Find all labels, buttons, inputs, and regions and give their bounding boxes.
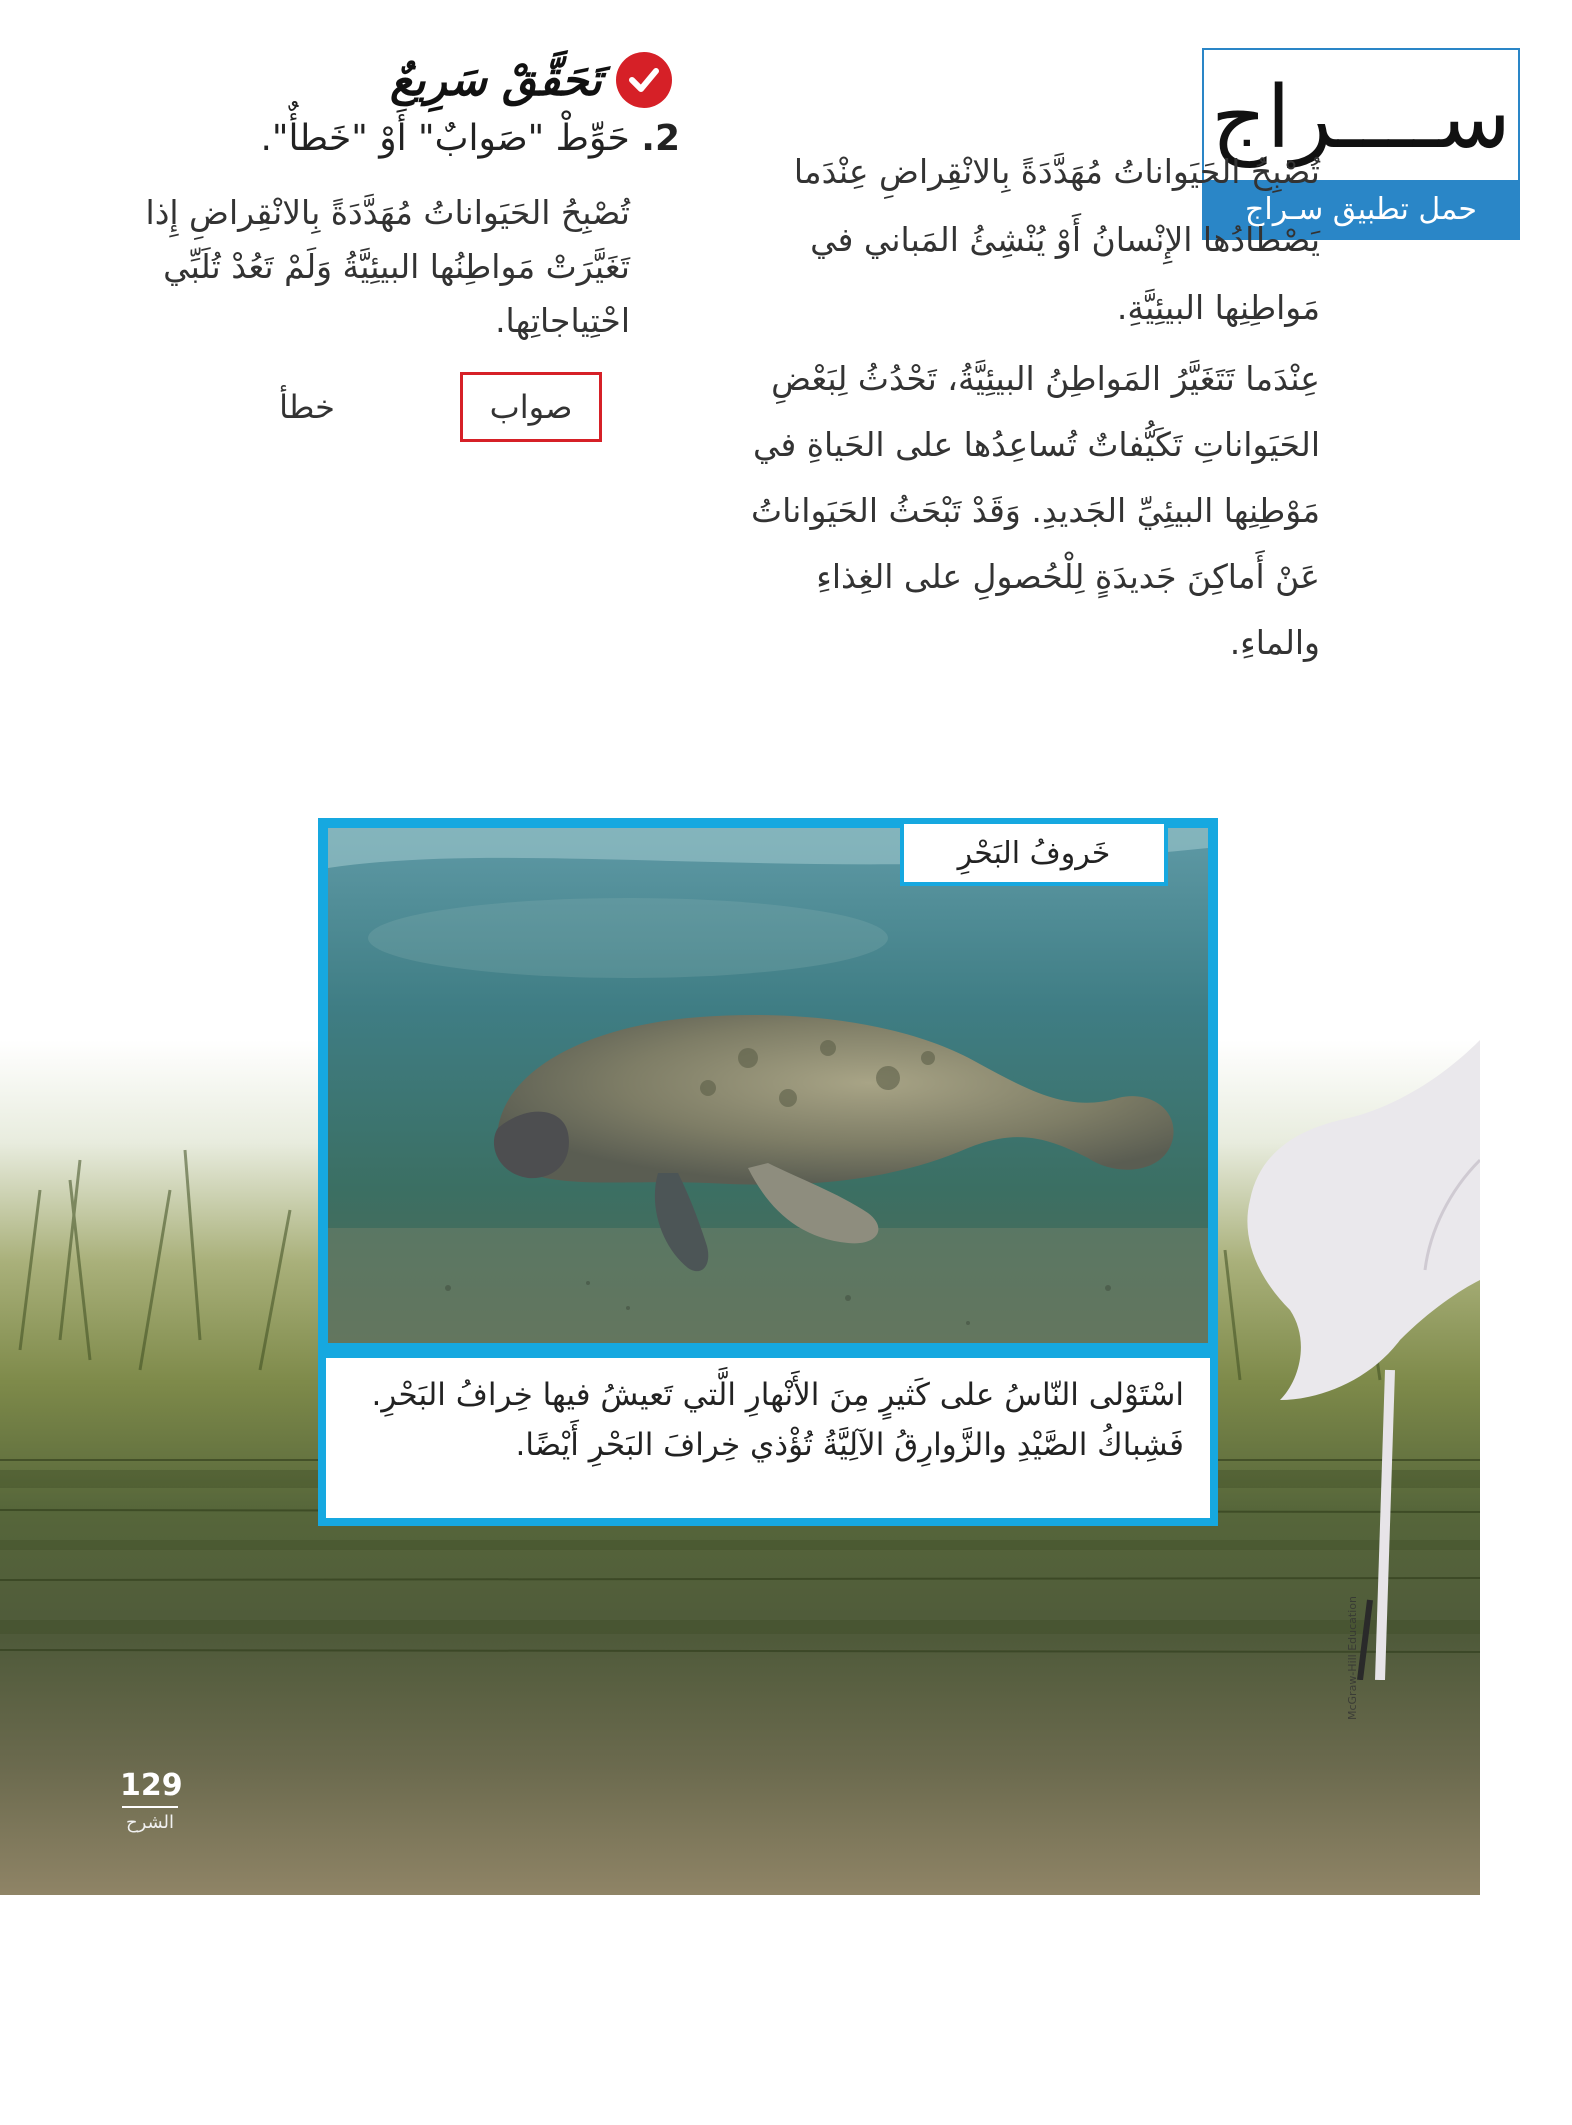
quick-check-title: تَحَقَّقْ سَرِيعٌ	[390, 54, 602, 106]
body-paragraph-2: عِنْدَما تَتَغَيَّرُ المَواطِنُ البيئِيَّةُ، تَحْدُثُ لِبَعْضِ الحَيَواناتِ تَكَيُّفاتٌ تُساعِدُها على الحَياةِ في مَوْطِنِها البيئِيِّ الجَديدِ. وَقَدْ تَبْحَثُ الحَيَواناتُ عَنْ أَماكِنَ جَديدَةٍ لِلْحُصولِ على الغِذاءِ والماءِ.	[751, 359, 1320, 662]
question-number: 2.	[641, 118, 680, 159]
siraj-download-cta[interactable]: حمل تطبيق سـراج	[1204, 180, 1518, 238]
body-paragraph-1: تُصْبِحُ الحَيَواناتُ مُهَدَّدَةً بِالانْقِراضِ عِنْدَما يَصْطادُها الإِنْسانُ أَوْ يُنْشِئُ المَباني في مَواطِنِها البيئِيَّةِ.	[793, 152, 1320, 327]
siraj-logo: ســــراج	[1211, 68, 1511, 168]
manatee-photo	[328, 828, 1208, 1343]
white-bird-silhouette	[1180, 1040, 1480, 1680]
photo-credit: McGraw-Hill Education	[1346, 1596, 1359, 1720]
answer-false-option[interactable]: خطأ	[279, 388, 335, 426]
quick-check-heading	[390, 50, 700, 110]
section-label: الشرح	[125, 1812, 175, 1833]
manatee-figure	[318, 818, 1218, 1353]
photo-label: خَروفُ البَحْرِ	[900, 820, 1168, 886]
figure-caption: اسْتَوْلى النّاسُ على كَثيرٍ مِنَ الأَنْهارِ الَّتي تَعيشُ فيها خِرافُ البَحْرِ. فَشِباكُ الصَّيْدِ والزَّوارِقُ الآلِيَّةُ تُؤْذي خِرافَ البَحْرِ أَيْضًا.	[318, 1350, 1218, 1526]
page-number: 129	[120, 1768, 183, 1803]
checkmark-circle-icon	[616, 52, 672, 108]
question-prompt	[220, 118, 680, 159]
question-text: حَوِّطْ "صَوابٌ" أَوْ "خَطأٌ".	[260, 118, 630, 159]
question-statement: تُصْبِحُ الحَيَواناتُ مُهَدَّدَةً بِالانْقِراضِ إِذا تَغَيَّرَتْ مَواطِنُها البيئِيَّةُ وَلَمْ تَعُدْ تُلَبِّي احْتِياجاتِها.	[145, 193, 630, 340]
answer-true-option[interactable]: صواب	[460, 372, 602, 442]
page-number-divider	[122, 1806, 178, 1808]
